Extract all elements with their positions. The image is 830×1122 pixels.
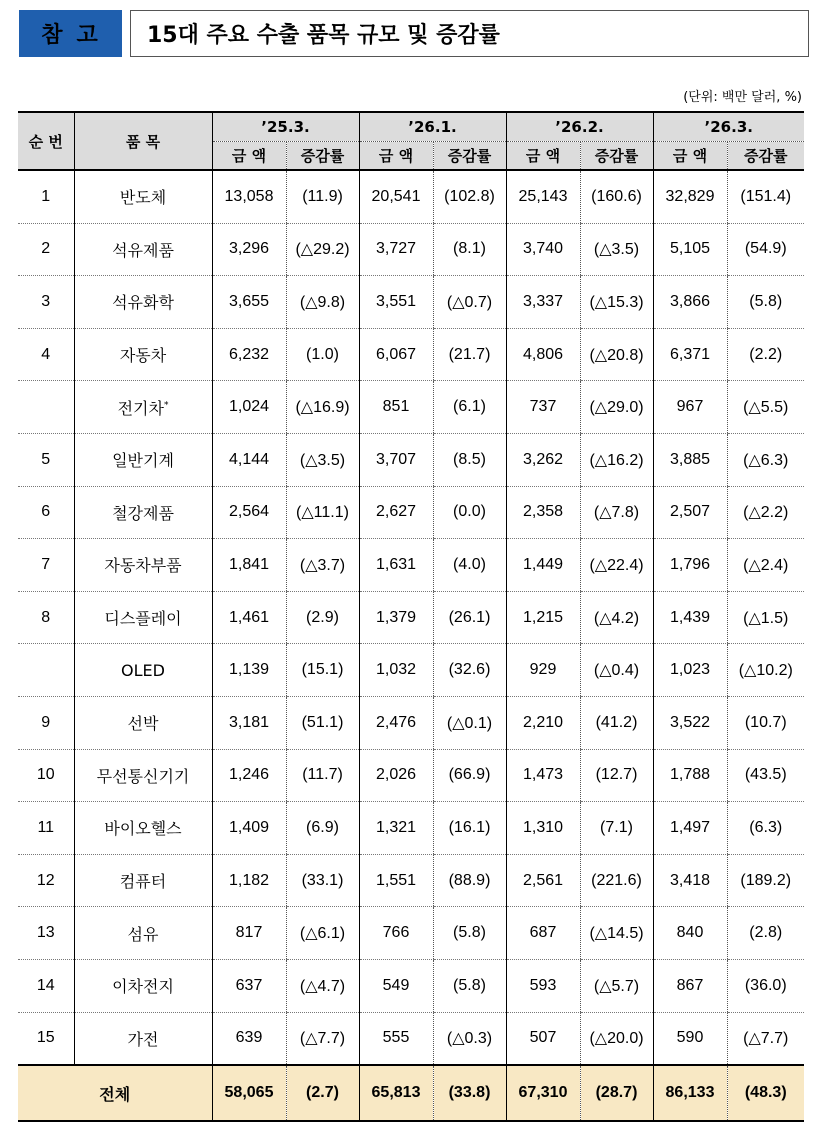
rate-cell: (5.8) [433, 907, 506, 960]
amount-cell: 1,449 [506, 539, 580, 592]
amount-cell: 549 [359, 959, 433, 1012]
rate-cell: (5.8) [727, 276, 804, 329]
rank-cell: 14 [18, 959, 74, 1012]
header-item: 품 목 [74, 112, 212, 170]
total-rate-cell: (48.3) [727, 1065, 804, 1121]
rate-cell: (66.9) [433, 749, 506, 802]
page-title: 15대 주요 수출 품목 규모 및 증감률 [130, 10, 809, 57]
item-cell [74, 433, 212, 486]
amount-cell: 1,321 [359, 802, 433, 855]
header-amount: 금 액 [506, 142, 580, 171]
amount-cell: 867 [653, 959, 727, 1012]
item-cell [74, 381, 212, 434]
item-cell [74, 1012, 212, 1065]
header-amount: 금 액 [653, 142, 727, 171]
amount-cell: 1,139 [212, 644, 286, 697]
rate-cell: (221.6) [580, 854, 653, 907]
amount-cell: 555 [359, 1012, 433, 1065]
amount-cell: 851 [359, 381, 433, 434]
item-cell [74, 539, 212, 592]
amount-cell: 25,143 [506, 170, 580, 223]
amount-cell: 1,409 [212, 802, 286, 855]
amount-cell: 3,296 [212, 223, 286, 276]
rate-cell: (1.0) [286, 328, 359, 381]
rank-cell: 15 [18, 1012, 74, 1065]
rate-cell: (2.9) [286, 591, 359, 644]
header-amount: 금 액 [359, 142, 433, 171]
rank-cell: 7 [18, 539, 74, 592]
item-cell [74, 959, 212, 1012]
rate-cell: (△7.7) [286, 1012, 359, 1065]
rate-cell: (△15.3) [580, 276, 653, 329]
amount-cell: 1,631 [359, 539, 433, 592]
rank-cell: 9 [18, 696, 74, 749]
reference-badge: 참고 [19, 10, 122, 57]
rate-cell: (△11.1) [286, 486, 359, 539]
amount-cell: 3,740 [506, 223, 580, 276]
rate-cell: (32.6) [433, 644, 506, 697]
item-label: 무선통신기기 [96, 766, 190, 786]
item-cell [74, 591, 212, 644]
item-label: 디스플레이 [104, 609, 182, 629]
rank-cell: 11 [18, 802, 74, 855]
header-period: ’25.3. [212, 112, 359, 142]
rate-cell: (12.7) [580, 749, 653, 802]
amount-cell: 5,105 [653, 223, 727, 276]
rate-cell: (△2.4) [727, 539, 804, 592]
item-label: 자동차 [119, 346, 167, 366]
table-body [18, 170, 804, 1121]
rate-cell: (160.6) [580, 170, 653, 223]
amount-cell: 737 [506, 381, 580, 434]
table-row [18, 1012, 804, 1065]
rank-cell [18, 381, 74, 434]
table-row [18, 328, 804, 381]
rate-cell: (43.5) [727, 749, 804, 802]
table-row [18, 907, 804, 960]
table-row [18, 696, 804, 749]
total-rate-cell: (28.7) [580, 1065, 653, 1121]
item-label: 바이오헬스 [104, 819, 182, 839]
rate-cell: (51.1) [286, 696, 359, 749]
total-label: 전체 [18, 1065, 212, 1121]
rate-cell: (2.8) [727, 907, 804, 960]
rate-cell: (4.0) [433, 539, 506, 592]
amount-cell: 13,058 [212, 170, 286, 223]
amount-cell: 1,473 [506, 749, 580, 802]
table-row [18, 433, 804, 486]
amount-cell: 20,541 [359, 170, 433, 223]
item-cell [74, 486, 212, 539]
header-amount: 금 액 [212, 142, 286, 171]
header-period: ’26.2. [506, 112, 653, 142]
table-row [18, 802, 804, 855]
rate-cell: (△3.5) [286, 433, 359, 486]
rate-cell: (2.2) [727, 328, 804, 381]
amount-cell: 6,232 [212, 328, 286, 381]
rate-cell: (41.2) [580, 696, 653, 749]
item-cell [74, 170, 212, 223]
rate-cell: (△20.0) [580, 1012, 653, 1065]
rank-cell: 13 [18, 907, 74, 960]
rate-cell: (151.4) [727, 170, 804, 223]
item-label: 선박 [127, 714, 159, 734]
header-rate: 증감률 [727, 142, 804, 171]
amount-cell: 507 [506, 1012, 580, 1065]
export-table [18, 111, 804, 1122]
rate-cell: (△1.5) [727, 591, 804, 644]
rate-cell: (△4.2) [580, 591, 653, 644]
rate-cell: (16.1) [433, 802, 506, 855]
rate-cell: (0.0) [433, 486, 506, 539]
amount-cell: 590 [653, 1012, 727, 1065]
total-amount-cell: 65,813 [359, 1065, 433, 1121]
rate-cell: (△3.7) [286, 539, 359, 592]
amount-cell: 2,210 [506, 696, 580, 749]
header-rate: 증감률 [580, 142, 653, 171]
item-cell [74, 644, 212, 697]
amount-cell: 1,439 [653, 591, 727, 644]
table-row [18, 854, 804, 907]
amount-cell: 3,866 [653, 276, 727, 329]
rate-cell: (△22.4) [580, 539, 653, 592]
amount-cell: 817 [212, 907, 286, 960]
amount-cell: 1,461 [212, 591, 286, 644]
rank-cell: 6 [18, 486, 74, 539]
amount-cell: 1,246 [212, 749, 286, 802]
amount-cell: 1,023 [653, 644, 727, 697]
amount-cell: 3,522 [653, 696, 727, 749]
header-rank: 순 번 [18, 112, 74, 170]
amount-cell: 2,561 [506, 854, 580, 907]
amount-cell: 2,627 [359, 486, 433, 539]
item-cell [74, 328, 212, 381]
rate-cell: (33.1) [286, 854, 359, 907]
rate-cell: (△14.5) [580, 907, 653, 960]
rate-cell: (8.1) [433, 223, 506, 276]
rank-cell: 10 [18, 749, 74, 802]
table-header [18, 112, 804, 170]
amount-cell: 6,067 [359, 328, 433, 381]
rate-cell: (△4.7) [286, 959, 359, 1012]
amount-cell: 2,026 [359, 749, 433, 802]
rate-cell: (△9.8) [286, 276, 359, 329]
rate-cell: (6.9) [286, 802, 359, 855]
item-label: 일반기계 [112, 451, 174, 471]
rate-cell: (△5.7) [580, 959, 653, 1012]
amount-cell: 1,788 [653, 749, 727, 802]
amount-cell: 3,707 [359, 433, 433, 486]
rate-cell: (6.3) [727, 802, 804, 855]
rate-cell: (△6.3) [727, 433, 804, 486]
item-label: 석유제품 [112, 240, 174, 260]
item-label: 이차전지 [112, 977, 174, 997]
rank-cell: 1 [18, 170, 74, 223]
rate-cell: (189.2) [727, 854, 804, 907]
item-label: 가전 [127, 1029, 159, 1049]
rank-cell: 2 [18, 223, 74, 276]
amount-cell: 32,829 [653, 170, 727, 223]
amount-cell: 3,885 [653, 433, 727, 486]
table-row [18, 486, 804, 539]
item-label: 전기차 [117, 398, 164, 418]
header-period: ’26.1. [359, 112, 506, 142]
total-rate-cell: (33.8) [433, 1065, 506, 1121]
table-row [18, 959, 804, 1012]
rate-cell: (6.1) [433, 381, 506, 434]
table-row [18, 276, 804, 329]
amount-cell: 1,215 [506, 591, 580, 644]
amount-cell: 3,337 [506, 276, 580, 329]
amount-cell: 687 [506, 907, 580, 960]
rank-cell [18, 644, 74, 697]
item-cell [74, 276, 212, 329]
rate-cell: (54.9) [727, 223, 804, 276]
header-rate: 증감률 [433, 142, 506, 171]
rate-cell: (21.7) [433, 328, 506, 381]
rate-cell: (△0.3) [433, 1012, 506, 1065]
amount-cell: 4,806 [506, 328, 580, 381]
item-label: 컴퓨터 [119, 872, 167, 892]
table-row [18, 749, 804, 802]
rate-cell: (△7.8) [580, 486, 653, 539]
rate-cell: (15.1) [286, 644, 359, 697]
amount-cell: 1,796 [653, 539, 727, 592]
rank-cell: 4 [18, 328, 74, 381]
amount-cell: 840 [653, 907, 727, 960]
rate-cell: (△10.2) [727, 644, 804, 697]
amount-cell: 639 [212, 1012, 286, 1065]
title-bar [19, 10, 809, 58]
rate-cell: (11.7) [286, 749, 359, 802]
header-rate: 증감률 [286, 142, 359, 171]
amount-cell: 3,727 [359, 223, 433, 276]
amount-cell: 1,841 [212, 539, 286, 592]
item-label: 철강제품 [112, 503, 174, 523]
header-period: ’26.3. [653, 112, 804, 142]
amount-cell: 967 [653, 381, 727, 434]
amount-cell: 1,182 [212, 854, 286, 907]
rank-cell: 8 [18, 591, 74, 644]
item-label: 섬유 [127, 924, 159, 944]
item-label: 반도체 [119, 188, 167, 208]
rate-cell: (88.9) [433, 854, 506, 907]
item-cell [74, 854, 212, 907]
rate-cell: (△16.9) [286, 381, 359, 434]
amount-cell: 2,358 [506, 486, 580, 539]
rank-cell: 3 [18, 276, 74, 329]
amount-cell: 1,310 [506, 802, 580, 855]
amount-cell: 3,418 [653, 854, 727, 907]
rate-cell: (△16.2) [580, 433, 653, 486]
amount-cell: 3,655 [212, 276, 286, 329]
item-cell [74, 907, 212, 960]
amount-cell: 637 [212, 959, 286, 1012]
amount-cell: 3,262 [506, 433, 580, 486]
amount-cell: 593 [506, 959, 580, 1012]
rate-cell: (5.8) [433, 959, 506, 1012]
item-label: 자동차부품 [104, 556, 182, 576]
item-cell [74, 223, 212, 276]
rate-cell: (△5.5) [727, 381, 804, 434]
item-label: 석유화학 [112, 293, 174, 313]
total-amount-cell: 86,133 [653, 1065, 727, 1121]
amount-cell: 1,024 [212, 381, 286, 434]
amount-cell: 766 [359, 907, 433, 960]
rank-cell: 5 [18, 433, 74, 486]
rate-cell: (△3.5) [580, 223, 653, 276]
rate-cell: (36.0) [727, 959, 804, 1012]
amount-cell: 2,507 [653, 486, 727, 539]
amount-cell: 1,551 [359, 854, 433, 907]
table-row [18, 539, 804, 592]
amount-cell: 2,564 [212, 486, 286, 539]
amount-cell: 6,371 [653, 328, 727, 381]
footnote-mark: * [163, 400, 169, 411]
table-row [18, 170, 804, 223]
rate-cell: (△0.1) [433, 696, 506, 749]
rate-cell: (△6.1) [286, 907, 359, 960]
table-row [18, 223, 804, 276]
rate-cell: (△20.8) [580, 328, 653, 381]
amount-cell: 929 [506, 644, 580, 697]
amount-cell: 2,476 [359, 696, 433, 749]
total-rate-cell: (2.7) [286, 1065, 359, 1121]
item-label: OLED [121, 660, 165, 680]
rate-cell: (10.7) [727, 696, 804, 749]
rate-cell: (11.9) [286, 170, 359, 223]
item-cell [74, 696, 212, 749]
amount-cell: 1,497 [653, 802, 727, 855]
rate-cell: (△7.7) [727, 1012, 804, 1065]
amount-cell: 4,144 [212, 433, 286, 486]
rate-cell: (7.1) [580, 802, 653, 855]
table-row [18, 591, 804, 644]
rate-cell: (102.8) [433, 170, 506, 223]
table-row [18, 381, 804, 434]
amount-cell: 3,551 [359, 276, 433, 329]
rate-cell: (△0.7) [433, 276, 506, 329]
rate-cell: (26.1) [433, 591, 506, 644]
total-amount-cell: 58,065 [212, 1065, 286, 1121]
unit-note: (단위: 백만 달러, %) [683, 90, 802, 105]
rate-cell: (8.5) [433, 433, 506, 486]
rate-cell: (△29.2) [286, 223, 359, 276]
rate-cell: (△29.0) [580, 381, 653, 434]
amount-cell: 1,032 [359, 644, 433, 697]
rate-cell: (△2.2) [727, 486, 804, 539]
total-amount-cell: 67,310 [506, 1065, 580, 1121]
amount-cell: 3,181 [212, 696, 286, 749]
item-cell [74, 802, 212, 855]
rate-cell: (△0.4) [580, 644, 653, 697]
amount-cell: 1,379 [359, 591, 433, 644]
table-row [18, 644, 804, 697]
item-cell [74, 749, 212, 802]
rank-cell: 12 [18, 854, 74, 907]
